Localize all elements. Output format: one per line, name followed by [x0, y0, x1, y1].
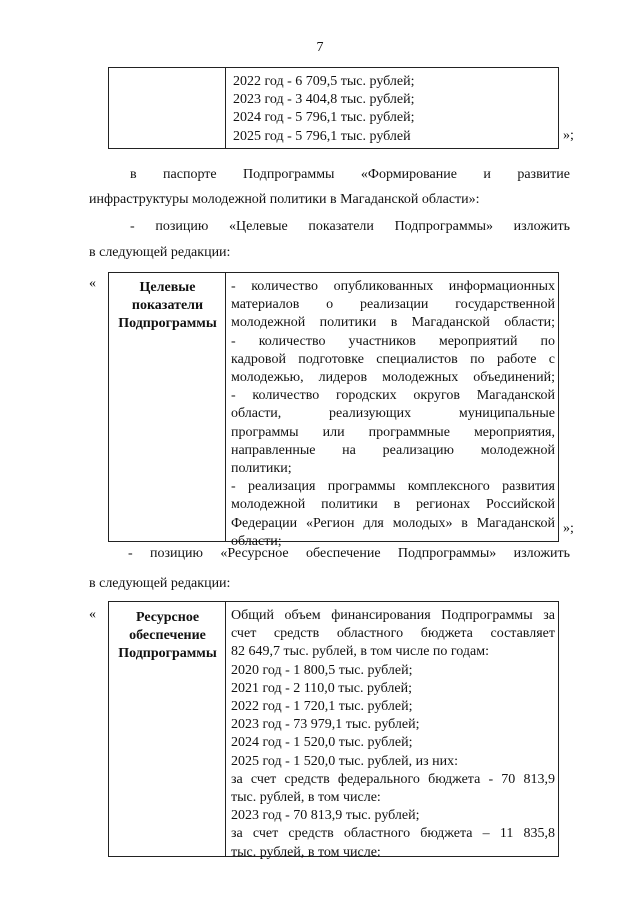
closing-quote: »; [563, 128, 574, 143]
paragraph-line: инфраструктуры молодежной политики в Магаданской области»: [89, 192, 480, 207]
table-line: области; [231, 533, 282, 549]
table-line: 2020 год - 1 800,5 тыс. рублей; [231, 662, 413, 678]
page-number: 7 [316, 40, 324, 55]
resource-provision-table [108, 601, 559, 860]
table-line: 2024 год - 1 520,0 тыс. рублей; [231, 735, 413, 751]
table-line: 2024 год - 5 796,1 тыс. рублей; [233, 110, 415, 126]
header-line: Ресурсное [135, 610, 200, 625]
table-header-cell [109, 609, 226, 663]
table-right-cell [231, 278, 555, 551]
header-line: обеспечение [129, 628, 206, 643]
paragraph-line: в следующей редакции: [89, 576, 231, 591]
table-line: политики; [231, 461, 292, 477]
table-line: материалов о реализации государственной [231, 297, 555, 313]
paragraph-line: - позицию «Целевые показатели Подпрограммы» изложить [130, 219, 570, 234]
table-line: молодежной политики в регионах Российской [231, 497, 555, 513]
table-line: молодежью, лидеров молодежных объединений; [231, 370, 555, 386]
opening-quote: « [89, 607, 96, 622]
table-line: 82 649,7 тыс. рублей, в том числе по годам: [231, 644, 489, 660]
funding-continuation-table [108, 67, 559, 149]
table-line: Общий объем финансирования Подпрограммы за [231, 608, 555, 623]
header-line: Целевые [139, 280, 196, 295]
paragraph-line: в паспорте Подпрограммы «Формирование и развитие [130, 167, 570, 182]
table-line: 2023 год - 73 979,1 тыс. рублей; [231, 717, 420, 733]
header-line: Подпрограммы [118, 646, 217, 661]
table-line: 2022 год - 1 720,1 тыс. рублей; [231, 699, 413, 715]
table-line: программы или программные мероприятия, [231, 424, 555, 440]
table-line: - количество участников мероприятий по [231, 333, 555, 349]
table-right-cell [231, 607, 555, 862]
table-line: области, реализующих муниципальные [231, 406, 555, 422]
table-line: Федерации «Регион для молодых» в Магаданской [231, 515, 555, 531]
table-header-cell [109, 279, 226, 333]
table-line: кадровой подготовке специалистов по работе с [231, 351, 555, 367]
table-line: 2023 год - 70 813,9 тыс. рублей; [231, 808, 420, 824]
table-line: - реализация программы комплексного развития [231, 479, 555, 495]
table-left-column [109, 68, 226, 148]
table-line: 2021 год - 2 110,0 тыс. рублей; [231, 680, 412, 696]
table-line: тыс. рублей, в том числе: [231, 844, 381, 860]
header-line: показатели [131, 298, 204, 313]
table-line: молодежной политики в Магаданской области; [231, 315, 555, 331]
table-line: - количество опубликованных информационных [231, 279, 555, 294]
paragraph-line: в следующей редакции: [89, 245, 231, 260]
table-line: 2025 год - 1 520,0 тыс. рублей, из них: [231, 753, 459, 769]
table-line: за счет средств областного бюджета – 11 835,8 [231, 826, 555, 842]
table-line: 2022 год - 6 709,5 тыс. рублей; [233, 74, 415, 89]
target-indicators-table [108, 272, 559, 549]
opening-quote: « [89, 276, 96, 291]
table-line: направленные на реализацию молодежной [231, 442, 555, 458]
table-right-cell [233, 73, 553, 146]
paragraph-line: - позицию «Ресурсное обеспечение Подпрограммы» изложить [128, 546, 570, 561]
table-line: тыс. рублей, в том числе: [231, 790, 381, 806]
table-line: 2025 год - 5 796,1 тыс. рублей [233, 128, 411, 144]
table-line: счет средств областного бюджета составляет [231, 626, 555, 642]
closing-quote: »; [563, 521, 574, 536]
table-line: - количество городских округов Магаданской [231, 388, 555, 404]
table-line: 2023 год - 3 404,8 тыс. рублей; [233, 92, 415, 108]
header-line: Подпрограммы [118, 316, 217, 331]
table-line: за счет средств федерального бюджета - 70 813,9 [231, 771, 555, 787]
